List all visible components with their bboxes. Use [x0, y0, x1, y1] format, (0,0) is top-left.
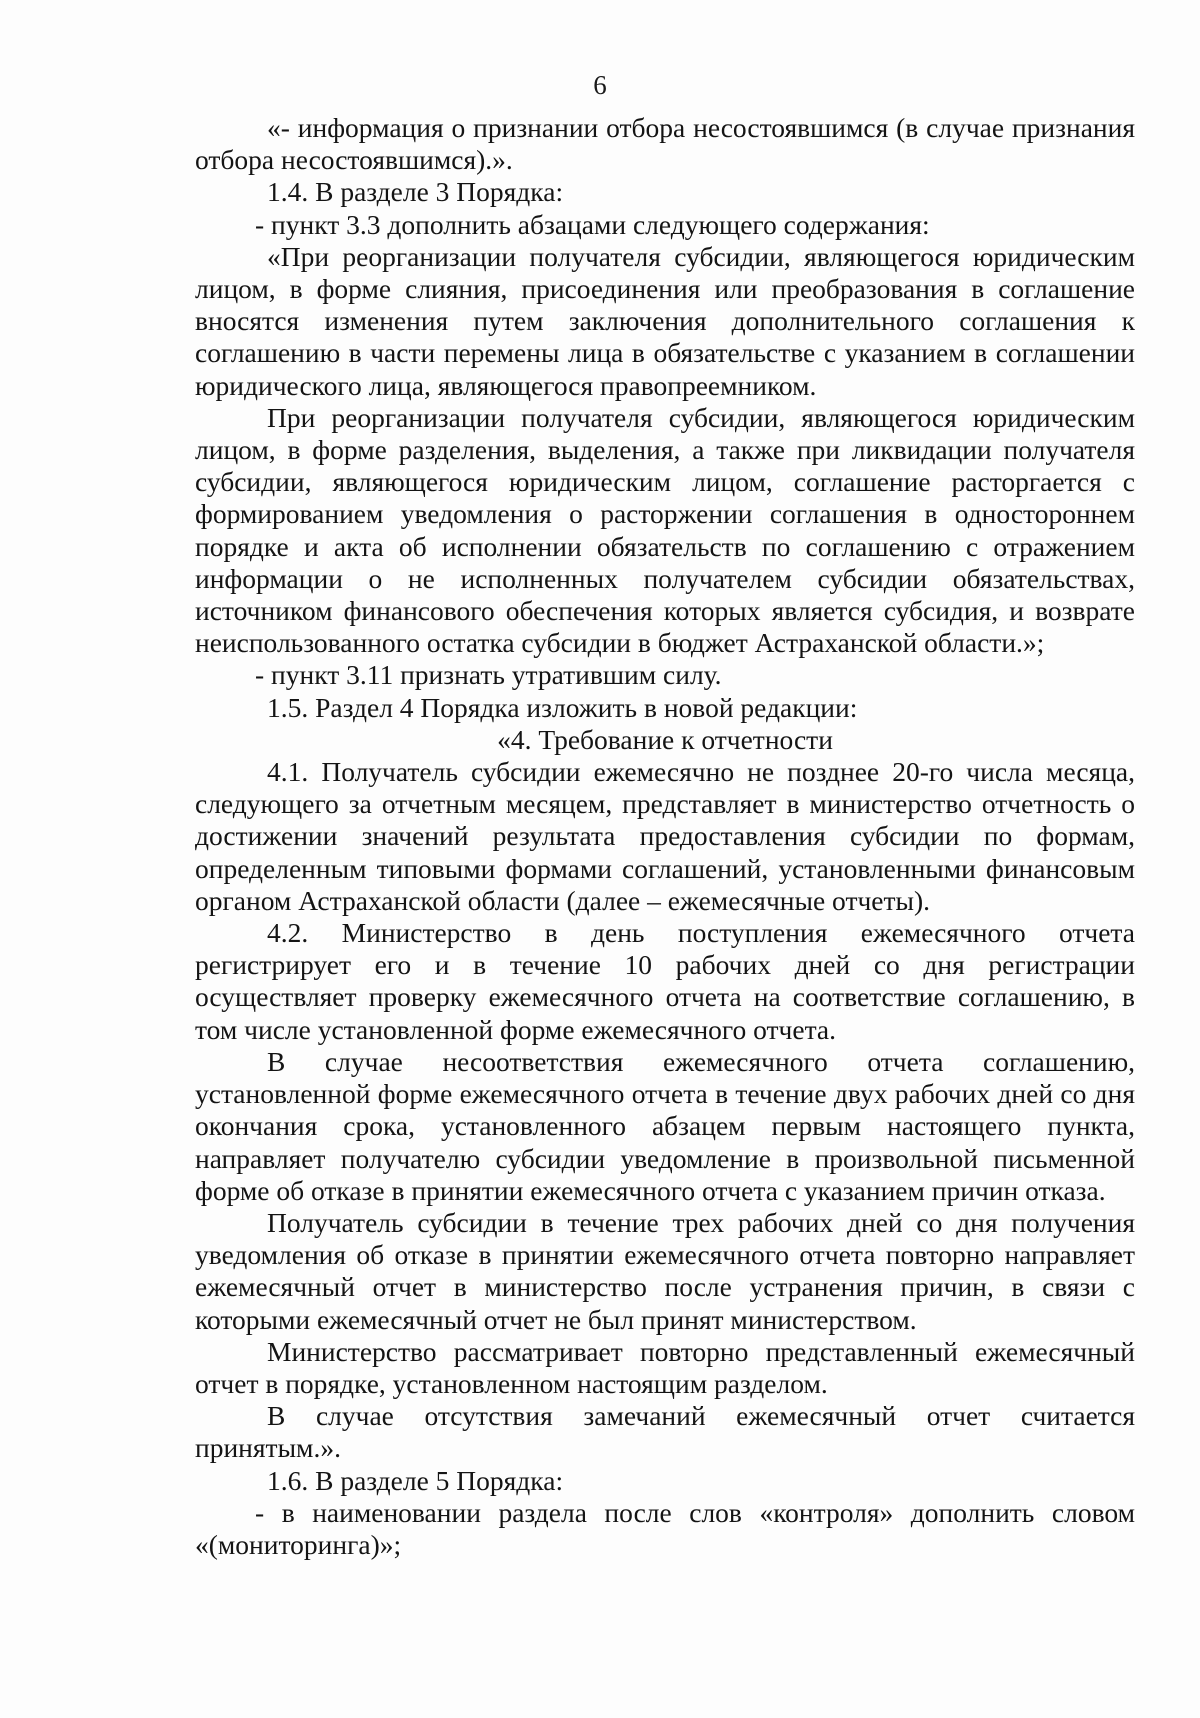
- paragraph-quote-info: «- информация о признании отбора несостоявшимся (в случае признания отбора несостоявшимся).».: [195, 112, 1135, 176]
- paragraph-point-3-11: - пункт 3.11 признать утратившим силу.: [255, 659, 722, 691]
- paragraph-resubmission: Получатель субсидии в течение трех рабочих дней со дня получения уведомления об отказе в принятии ежемесячного отчета повторно направляет ежемесячный отчет в министерство после устранения причин, в связи с которыми ежемесячный отчет не был принят министерством.: [195, 1206, 1135, 1335]
- paragraph-nonconformity: В случае несоответствия ежемесячного отчета соглашению, установленной форме ежемесячного отчета в течение двух рабочих дней со дня окончания срока, установленного абзацем первым настоящего пункта, направляет получателю субсидии уведомление в произвольной письменной форме об отказе в принятии ежемесячного отчета с указанием причин отказа.: [195, 1045, 1135, 1206]
- paragraph-item-1-5: 1.5. Раздел 4 Порядка изложить в новой редакции:: [267, 691, 858, 723]
- section-heading-reporting: «4. Требование к отчетности: [497, 723, 833, 755]
- paragraph-reorganization-merger: «При реорганизации получателя субсидии, являющегося юридическим лицом, в форме слияния, присоединения или преобразования в соглашение вносятся изменения путем заключения дополнительного соглашения к соглашению в части перемены лица в обязательстве с указанием в соглашении юридического лица, являющегося правопреемником.: [195, 240, 1135, 401]
- paragraph-accepted: В случае отсутствия замечаний ежемесячный отчет считается принятым.».: [195, 1400, 1135, 1464]
- page-number: 6: [593, 70, 607, 100]
- paragraph-item-1-6: 1.6. В разделе 5 Порядка:: [267, 1464, 564, 1496]
- paragraph-reorganization-division: При реорганизации получателя субсидии, являющегося юридическим лицом, в форме разделения, выделения, а также при ликвидации получателя субсидии, являющегося юридическим лицом, соглашение расторгается с формированием уведомления о расторжении соглашения в одностороннем порядке и акта об исполнении обязательств по соглашению с отражением информации о не исполненных получателем субсидии обязательствах, источником финансового обеспечения которых является субсидия, и возврате неиспользованного остатка субсидии в бюджет Астраханской области.»;: [195, 401, 1135, 659]
- paragraph-section-name-change: - в наименовании раздела после слов «контроля» дополнить словом «(мониторинга)»;: [195, 1496, 1135, 1560]
- paragraph-item-1-4: 1.4. В разделе 3 Порядка:: [267, 176, 564, 208]
- document-body: [195, 112, 1135, 1561]
- paragraph-review: Министерство рассматривает повторно представленный ежемесячный отчет в порядке, установленном настоящим разделом.: [195, 1335, 1135, 1399]
- paragraph-point-3-3: - пункт 3.3 дополнить абзацами следующего содержания:: [255, 208, 930, 240]
- paragraph-4-2: 4.2. Министерство в день поступления ежемесячного отчета регистрирует его и в течение 10 рабочих дней со дня регистрации осуществляет проверку ежемесячного отчета на соответствие соглашению, в том числе установленной форме ежемесячного отчета.: [195, 917, 1135, 1045]
- paragraph-4-1: 4.1. Получатель субсидии ежемесячно не позднее 20-го числа месяца, следующего за отчетным месяцем, представляет в министерство отчетность о достижении значений результата предоставления субсидии по формам, определенным типовыми формами соглашений, установленными финансовым органом Астраханской области (далее – ежемесячные отчеты).: [195, 756, 1135, 916]
